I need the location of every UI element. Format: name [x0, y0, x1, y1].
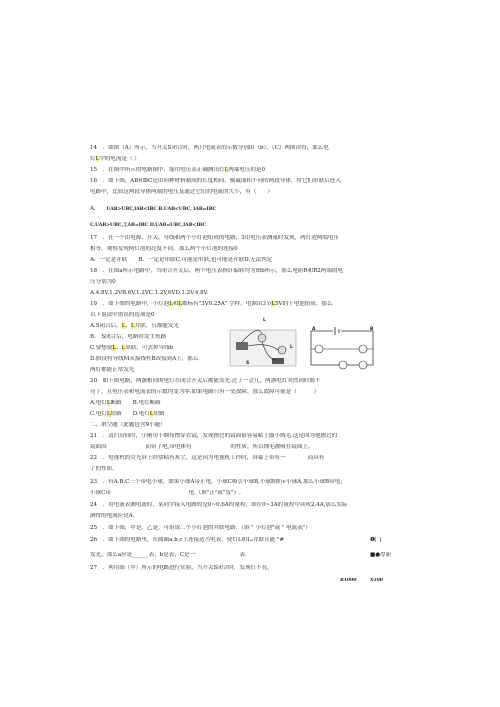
- q19-line2: 以下说法中错误的选项是0: [90, 312, 155, 318]
- q19-option-d-cont: 两灯都能正常发光: [90, 367, 135, 373]
- q26-line2: 发光，那么a应是______表；b是表；C是一 表．: [90, 552, 251, 558]
- q24-line2: 测得的电流应是A.: [90, 513, 135, 519]
- q25-line1: 25 ．如下图，甲是，乙是，可组成二个小灯泡的并联电路．（填 " 小灯泡"或 " 电流表"）: [90, 525, 311, 531]
- circuit-diagram-figure: [305, 325, 380, 373]
- q26-line1: 26 ．如下图的电路里，在圆圈a,b,c上连接适当电表，使灯L和L₂并联且能 "#: [90, 537, 285, 543]
- figure-label: L: [263, 318, 266, 323]
- q22-line1: 22 ．电视机的荧光屏上经常粘有灰尘，这是因为电视机工作时，屏幕上带有一 而具有: [90, 455, 325, 461]
- q15-line1: 15 ．在图中所示的电路图中，能用电压表正确测出灯L两端电压的是0: [90, 167, 265, 173]
- q27-line1: 27 ．利用图（甲）所示的电路进行实验，当开关S闭合时，发现灯不亮，: [90, 565, 273, 571]
- q16-line1: 16 ．如下图，AB和BC是由同种材料制成的长度相同、横截面积不同的两段导体，将它们串联后连入: [90, 178, 341, 184]
- q18-line1: 18 ．在图a所示电路中，当闭合开关后，两个电压表指针偏转均为图b所示，那么电阻R和R2两端的电: [90, 268, 343, 274]
- q21-line2: 镜面因 而带了电,带电体有 的性质，所以绒毛被吸在镜面上。: [90, 444, 314, 450]
- q22-line2: 了的性质。: [90, 466, 118, 472]
- q24-line1: 24 ．用电流表测电流时，某同学接入电路的是0~0.6A的量程，却在0~3A的量程中读成2.4A,那么实际: [90, 502, 348, 508]
- q18-line2: 压分别为0: [90, 279, 116, 285]
- q14-line1: 14 ．如图（A）所示，当开关S闭合时，两只电流表的示数分别由（b）、（C）两图读得，那么电: [90, 145, 329, 151]
- q19-option-b: B. S闭合后，电路将发生短路: [90, 334, 167, 340]
- figure-label: A: [312, 327, 316, 332]
- figure-label: L: [290, 345, 293, 350]
- q23-line1: 23 ．有A.B.C三个带电小球，如果小球A带正电，小球C吸引小球B,小球B排斥小球A,那么小球B带电；: [90, 479, 346, 485]
- q19-option-a: A.S闭合后，L、L并联，且都能发光: [90, 323, 179, 329]
- q26-symbol: ❶⎸⎸: [370, 537, 387, 543]
- q26-figure-tail: ■●厚新: [370, 552, 392, 558]
- figure-label: B: [370, 327, 374, 332]
- q27-figure-label: R1000 X100: [340, 578, 383, 583]
- q14-line2: 灯L中的电流是（ ）: [90, 156, 140, 162]
- q19-line1: 19 ．如下图的电路中，小灯泡L和L都标有"3V0.25A" 字样，电源由3节L5V的干电池组成．那么: [90, 301, 333, 307]
- q18-options: A.4.8V,1.2VB.6V,1.2VC.1.2V,6VD.1.2V,4.8V.: [90, 290, 209, 296]
- q20-line2: 亮了，且电压表和电流表的示数均变为零.如果电路只有一处故障，那么故障可能是（ ）: [90, 389, 320, 395]
- q17-line2: 相等，观察发现两灯泡的亮度不同．那么两个小灯泡的连接0: [90, 246, 238, 252]
- figure-label: S: [246, 361, 250, 366]
- highlight: L: [224, 167, 229, 173]
- section-heading: 二、填空题（此题包含9小题）: [90, 422, 166, 428]
- highlight: L: [95, 156, 100, 162]
- circuit-photo-figure: [228, 320, 298, 370]
- q17-line1: 17 ．在一个由电源、开关、导线和两个小灯泡组成的电路，3用电压表测量时发现，两灯泡两端电压: [90, 235, 339, 241]
- q20-options-ab: A.电灯L断路 B.电灯断路: [90, 400, 161, 406]
- q20-line1: 20．如下图电路，两盏相同的电灯在闭合开关后都能发光.过了一会儿，两盏电灯突然同时都不: [90, 378, 321, 384]
- q16-options-ab: A． UAB>UBC,lAB<IBC B.UAB<UBC, IAB=IBC: [90, 206, 217, 212]
- q20-options-cd: C.电灯L短路 D.电灯L短路: [90, 411, 165, 417]
- q16-line2: 电路中，比较这两段导体两端的电压及通过它们的电流的大小，有（ ）: [90, 189, 273, 195]
- q19-option-d: D.假设将导线M从接线柱B改接到A上，那么: [90, 356, 199, 362]
- q19-option-c: C.要想使L、L串联，可去掉导线b: [90, 345, 174, 351]
- q16-options-cd: C.UAB>UBC,工AB=IBC D.UAB=UBC,IAB<IBC: [90, 223, 206, 228]
- q21-line1: 21 ．清扫房间时，小刚用干绸布擦穿衣镜，发现擦过的镜面很容易粘上细小绒毛.这是因为他擦过的: [90, 433, 338, 439]
- q23-line2: 小球C带 电.（填"正"或"负"）.: [90, 490, 241, 496]
- q17-options: A．一定是并联 B．一定是串联C.可能是串联,也可能是并联D.无法判定: [90, 257, 273, 263]
